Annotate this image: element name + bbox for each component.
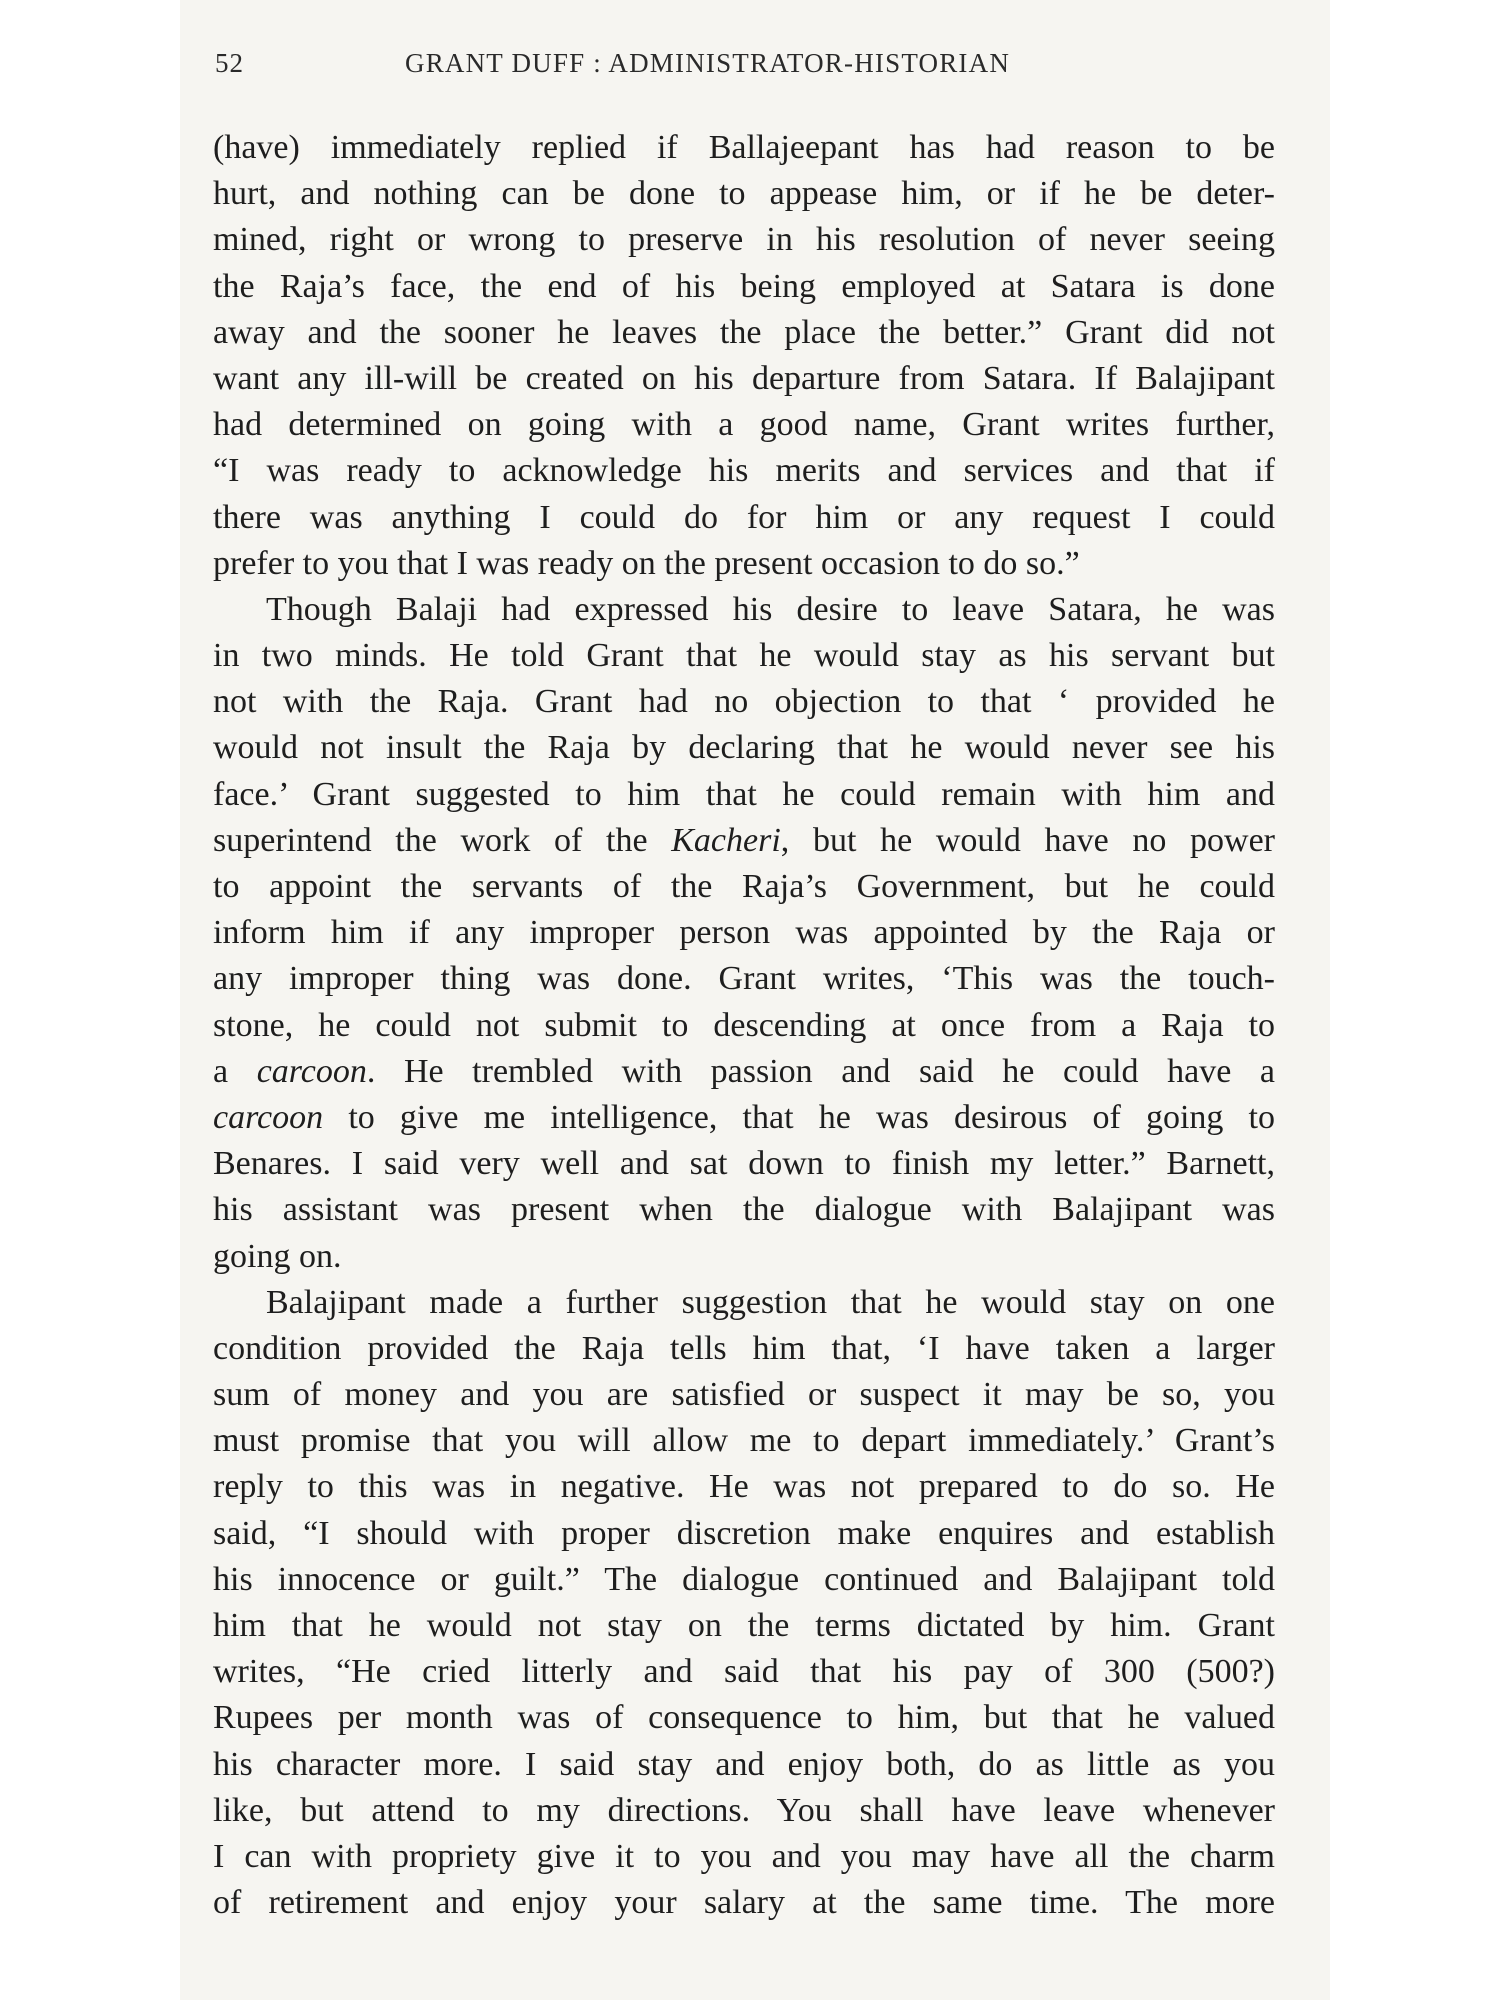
text-line: the Raja’s face, the end of his being employed at Satara is done: [213, 267, 1275, 305]
text-line: to appoint the servants of the Raja’s Government, but he could: [213, 868, 1275, 905]
text-line: reply to this was in negative. He was not prepared to do so. He: [213, 1468, 1275, 1506]
text-line: there was anything I could do for him or any request I could: [213, 498, 1275, 536]
page-number: 52: [215, 48, 244, 78]
text-line: not with the Raja. Grant had no objection to that ‘ provided he: [213, 683, 1275, 721]
text-line: would not insult the Raja by declaring that he would never see his: [213, 729, 1275, 767]
text-line: said, “I should with proper discretion make enquires and establish: [213, 1514, 1275, 1552]
paragraph: [213, 1280, 1275, 1927]
text-line: away and the sooner he leaves the place the better.” Grant did not: [213, 313, 1275, 351]
text-line: had determined on going with a good name, Grant writes further,: [213, 406, 1275, 444]
text-line: hurt, and nothing can be done to appease him, or if he be deter-: [213, 175, 1275, 213]
text-line: superintend the work of the Kacheri, but he would have no power: [213, 821, 1275, 859]
text-line: “I was ready to acknowledge his merits and services and that if: [213, 452, 1275, 490]
text-line: carcoon to give me intelligence, that he was desirous of going to: [213, 1098, 1275, 1136]
text-line: going on.: [213, 1237, 342, 1275]
body-text: [213, 125, 1275, 1926]
text-line: face.’ Grant suggested to him that he could remain with him and: [213, 775, 1275, 813]
page-header: [215, 48, 1275, 94]
text-line: must promise that you will allow me to depart immediately.’ Grant’s: [213, 1422, 1275, 1460]
text-line: him that he would not stay on the terms dictated by him. Grant: [213, 1607, 1275, 1644]
text-line: any improper thing was done. Grant writes, ‘This was the touch-: [213, 960, 1275, 998]
text-line: I can with propriety give it to you and you may have all the charm: [213, 1837, 1275, 1875]
text-line: Benares. I said very well and sat down to finish my letter.” Barnett,: [213, 1145, 1275, 1183]
text-line: prefer to you that I was ready on the present occasion to do so.”: [213, 544, 1080, 582]
text-line: writes, “He cried litterly and said that his pay of 300 (500?): [213, 1653, 1275, 1691]
text-line: condition provided the Raja tells him that, ‘I have taken a larger: [213, 1329, 1275, 1367]
text-line: want any ill-will be created on his departure from Satara. If Balajipant: [213, 359, 1275, 397]
text-line: in two minds. He told Grant that he would stay as his servant but: [213, 637, 1275, 675]
text-line: stone, he could not submit to descending at once from a Raja to: [213, 1006, 1275, 1044]
text-line: Balajipant made a further suggestion that he would stay on one: [266, 1283, 1275, 1321]
text-line: a carcoon. He trembled with passion and said he could have a: [213, 1052, 1275, 1090]
text-line: of retirement and enjoy your salary at the same time. The more: [213, 1884, 1275, 1922]
running-title: GRANT DUFF : ADMINISTRATOR-HISTORIAN: [405, 48, 1011, 78]
text-line: like, but attend to my directions. You shall have leave whenever: [213, 1791, 1275, 1829]
text-line: Rupees per month was of consequence to him, but that he valued: [213, 1699, 1275, 1737]
text-line: (have) immediately replied if Ballajeepant has had reason to be: [213, 129, 1275, 166]
paragraph: [213, 125, 1275, 587]
text-line: his character more. I said stay and enjoy both, do as little as you: [213, 1745, 1275, 1783]
text-line: Though Balaji had expressed his desire to leave Satara, he was: [266, 590, 1275, 628]
text-line: mined, right or wrong to preserve in his resolution of never seeing: [213, 221, 1275, 259]
text-line: sum of money and you are satisfied or suspect it may be so, you: [213, 1376, 1275, 1414]
text-line: inform him if any improper person was appointed by the Raja or: [213, 914, 1275, 952]
text-line: his assistant was present when the dialogue with Balajipant was: [213, 1191, 1275, 1229]
paragraph: [213, 587, 1275, 1280]
text-line: his innocence or guilt.” The dialogue continued and Balajipant told: [213, 1560, 1275, 1598]
